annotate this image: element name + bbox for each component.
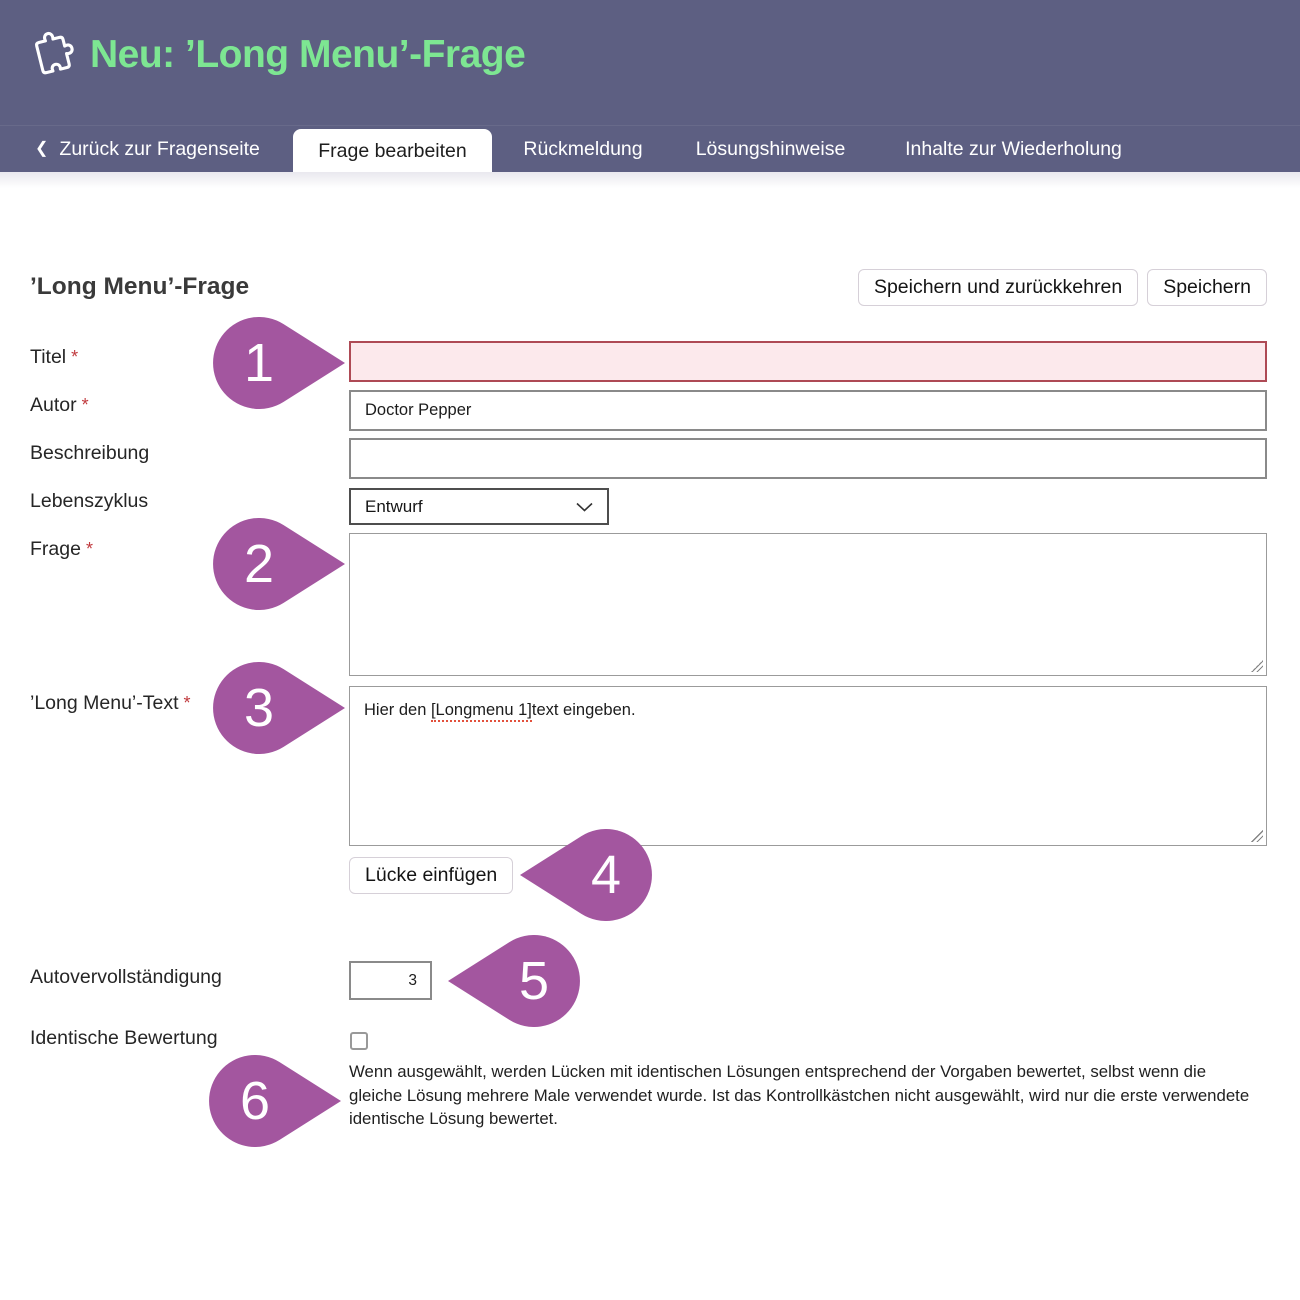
titel-label: Titel * xyxy=(30,346,79,368)
chevron-left-icon: ❮ xyxy=(35,140,49,157)
frage-label: Frage * xyxy=(30,538,93,560)
autor-input[interactable] xyxy=(349,390,1267,431)
longmenu-text-label: ’Long Menu’-Text * xyxy=(30,692,191,714)
identische-bewertung-checkbox[interactable] xyxy=(350,1032,368,1050)
annotation-marker-3 xyxy=(213,662,345,754)
longmenu-placeholder-token: [Longmenu 1] xyxy=(431,701,532,722)
longmenu-text-prefix: Hier den xyxy=(364,701,431,719)
annotation-marker-5 xyxy=(448,935,580,1027)
marker-number: 6 xyxy=(239,1071,271,1131)
lebenszyklus-select[interactable] xyxy=(349,488,609,525)
longmenu-text-suffix: text eingeben. xyxy=(531,701,636,719)
tab-inhalte-wiederholung[interactable]: Inhalte zur Wiederholung xyxy=(905,138,1122,160)
required-asterisk: * xyxy=(85,539,93,559)
luecke-einfuegen-button[interactable]: Lücke einfügen xyxy=(349,857,513,894)
longmenu-textarea[interactable] xyxy=(349,686,1267,846)
required-asterisk: * xyxy=(71,347,79,367)
resize-handle-icon[interactable] xyxy=(1251,660,1263,672)
marker-number: 4 xyxy=(590,845,622,905)
identische-bewertung-help-text: Wenn ausgewählt, werden Lücken mit identischen Lösungen entsprechend der Vorgaben bewertet, selbst wenn die gleiche Lösung mehrere Male verwendet wurde. Ist das Kontrollkästchen nicht ausgewählt, wird nur die erste verwendete identische Lösung bewertet. xyxy=(349,1062,1250,1128)
lebenszyklus-label: Lebenszyklus xyxy=(30,490,149,512)
titel-input[interactable] xyxy=(349,341,1267,382)
marker-number: 1 xyxy=(243,333,275,393)
page-title: ’Long Menu’-Frage xyxy=(30,273,250,300)
app-header xyxy=(0,0,1300,125)
save-and-return-button[interactable]: Speichern und zurückkehren xyxy=(858,269,1138,306)
marker-number: 3 xyxy=(243,678,275,738)
annotation-marker-2 xyxy=(213,518,345,610)
back-to-question-page-link[interactable] xyxy=(35,126,260,172)
autovervollstaendigung-label: Autovervollständigung xyxy=(30,966,222,988)
required-asterisk: * xyxy=(183,693,191,713)
marker-number: 2 xyxy=(243,534,275,594)
annotation-marker-1 xyxy=(213,317,345,409)
save-button[interactable]: Speichern xyxy=(1147,269,1267,306)
beschreibung-input[interactable] xyxy=(349,438,1267,479)
identische-bewertung-label: Identische Bewertung xyxy=(30,1027,218,1049)
required-asterisk: * xyxy=(81,395,89,415)
annotation-marker-4 xyxy=(520,829,652,921)
nav-bottom-shadow xyxy=(0,172,1300,188)
marker-number: 5 xyxy=(518,951,550,1011)
autovervollstaendigung-input[interactable] xyxy=(349,961,432,1000)
resize-handle-icon[interactable] xyxy=(1251,830,1263,842)
page-header-title: Neu: ’Long Menu’-Frage xyxy=(90,33,526,76)
lebenszyklus-selected-value: Entwurf xyxy=(365,496,423,516)
chevron-down-icon xyxy=(576,502,593,512)
save-actions xyxy=(858,269,1267,306)
back-link-label: Zurück zur Fragenseite xyxy=(59,137,260,160)
puzzle-icon xyxy=(20,24,82,86)
annotation-marker-6 xyxy=(209,1055,341,1147)
tab-bar xyxy=(0,125,1300,172)
tab-loesungshinweise[interactable]: Lösungshinweise xyxy=(695,138,846,160)
autor-label: Autor * xyxy=(30,394,89,416)
beschreibung-label: Beschreibung xyxy=(30,442,150,464)
frage-textarea[interactable] xyxy=(349,533,1267,676)
tab-rueckmeldung[interactable]: Rückmeldung xyxy=(523,138,643,160)
tab-frage-bearbeiten[interactable]: Frage bearbeiten xyxy=(293,129,492,173)
